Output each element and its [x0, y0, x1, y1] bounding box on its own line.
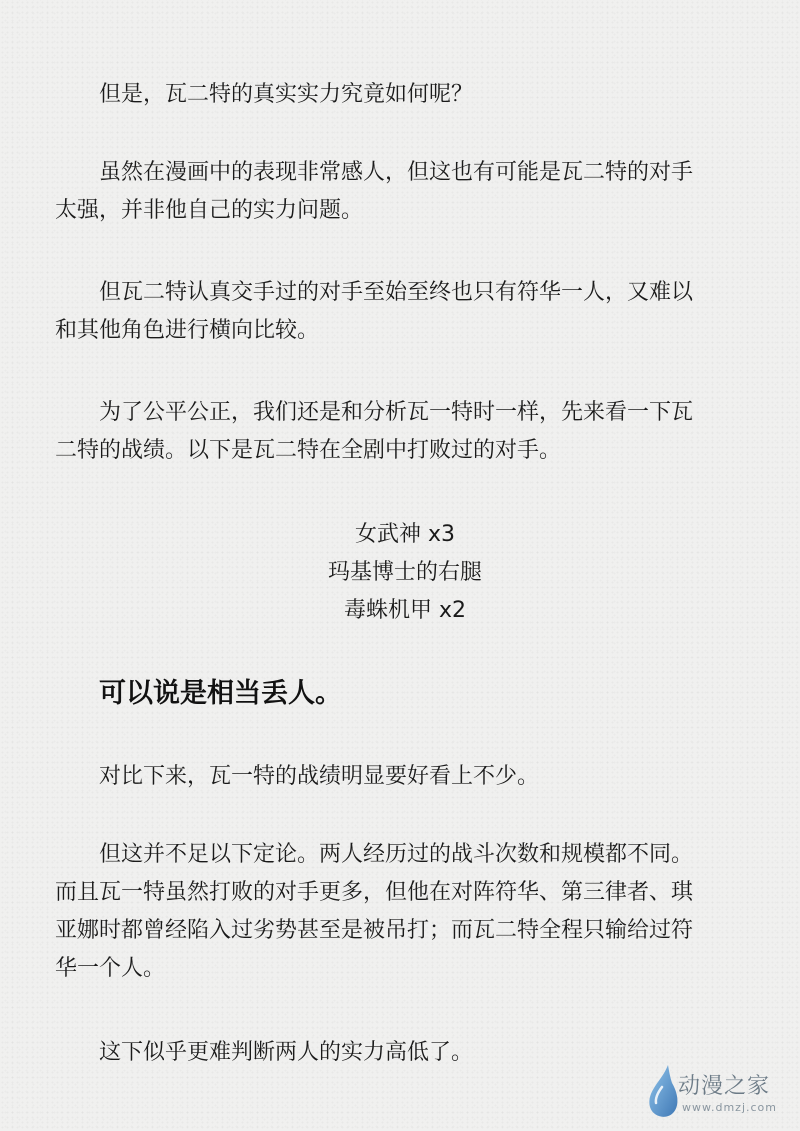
site-watermark — [642, 1063, 792, 1123]
emphasis-heading: 可以说是相当丢人。 — [99, 678, 342, 709]
paragraph-2 — [55, 154, 755, 230]
paragraph-line: 二特的战绩。以下是瓦二特在全剧中打败过的对手。 — [55, 438, 562, 463]
paragraph-5 — [55, 758, 755, 796]
defeated-opponents-list — [55, 516, 755, 630]
article-page — [55, 0, 755, 1131]
paragraph-1 — [55, 76, 755, 114]
paragraph-line: 但这并不足以下定论。两人经历过的战斗次数和规模都不同。 — [99, 842, 694, 867]
paragraph-line: 但瓦二特认真交手过的对手至始至终也只有符华一人，又难以 — [99, 280, 694, 305]
paragraph-line: 太强，并非他自己的实力问题。 — [55, 198, 364, 223]
paragraph-line: 华一个人。 — [55, 956, 166, 981]
paragraph-line: 对比下来，瓦一特的战绩明显要好看上不少。 — [99, 764, 540, 789]
watermark-site-name: 动漫之家 — [678, 1074, 771, 1099]
paragraph-6 — [55, 836, 755, 988]
paragraph-line: 而且瓦一特虽然打败的对手更多，但他在对阵符华、第三律者、琪 — [55, 880, 694, 905]
paragraph-line: 但是，瓦二特的真实实力究竟如何呢？ — [99, 82, 474, 107]
paragraph-line: 亚娜时都曾经陷入过劣势甚至是被吊打；而瓦二特全程只输给过符 — [55, 918, 694, 943]
paragraph-line: 这下似乎更难判断两人的实力高低了。 — [99, 1040, 474, 1065]
list-item: 女武神 x3 — [354, 522, 455, 547]
watermark-site-url: www.dmzj.com — [682, 1101, 777, 1114]
paragraph-4 — [55, 394, 755, 470]
paragraph-line: 和其他角色进行横向比较。 — [55, 318, 320, 343]
paragraph-3 — [55, 274, 755, 350]
paragraph-line: 虽然在漫画中的表现非常感人，但这也有可能是瓦二特的对手 — [99, 160, 694, 185]
paragraph-line: 为了公平公正，我们还是和分析瓦一特时一样，先来看一下瓦 — [99, 400, 694, 425]
list-item: 毒蛛机甲 x2 — [343, 598, 466, 623]
list-item: 玛基博士的右腿 — [327, 560, 482, 585]
